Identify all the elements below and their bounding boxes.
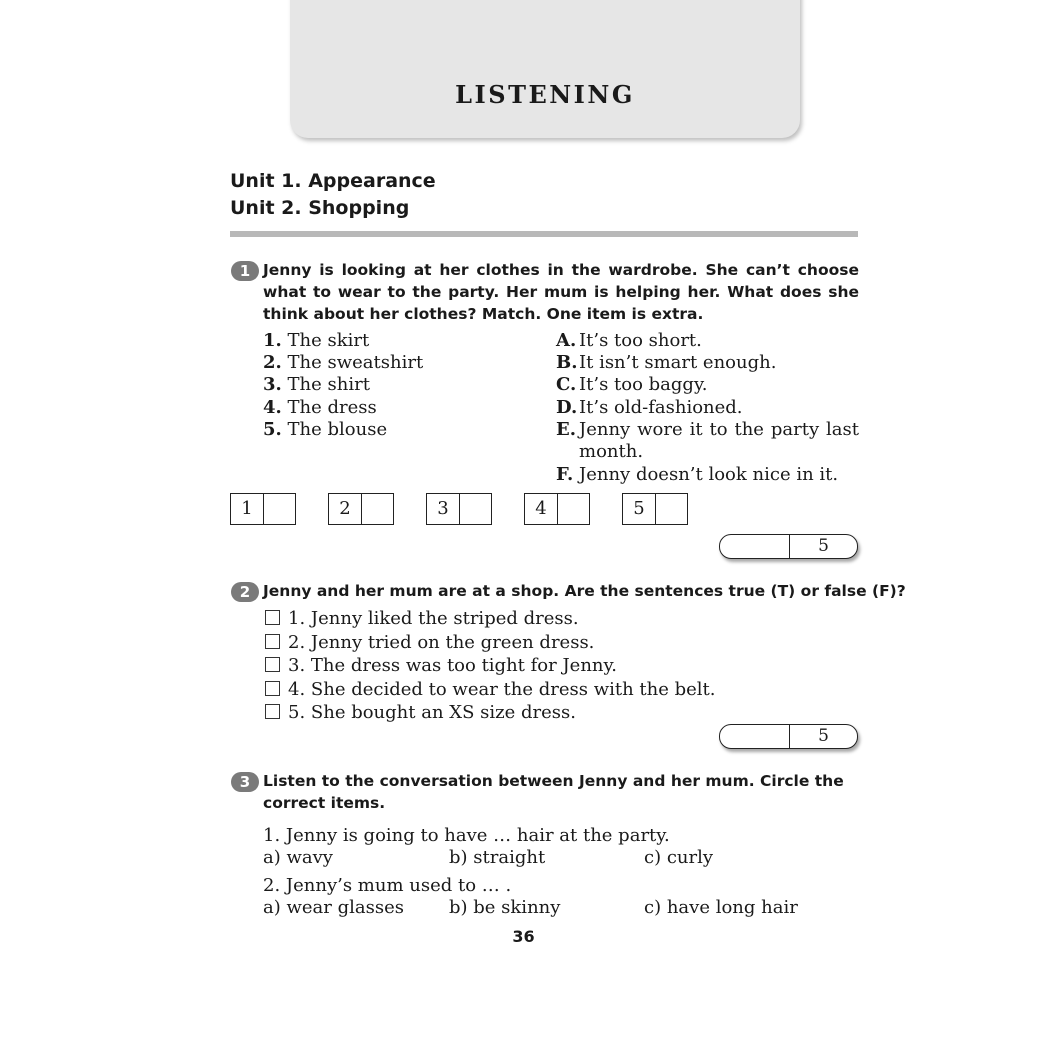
task-2-badge: 2 <box>231 582 259 602</box>
choice-c[interactable]: c) curly <box>644 847 714 868</box>
unit-title-2: Unit 2. Shopping <box>230 197 410 219</box>
choice-b[interactable]: b) straight <box>449 847 546 868</box>
checkbox[interactable] <box>265 681 280 696</box>
answer-box-3[interactable]: 3 <box>426 493 492 525</box>
task-1-badge: 1 <box>231 261 259 281</box>
task-2-instruction: Jenny and her mum are at a shop. Are the sentences true (T) or false (F)? <box>263 582 906 600</box>
answer-box-4[interactable]: 4 <box>524 493 590 525</box>
task-1-instruction: Jenny is looking at her clothes in the wardrobe. She can’t choose what to wear to the party. Her mum is helping her. What does she think about her clothes? Match. One item is extra. <box>263 261 859 323</box>
task-3-instruction: Listen to the conversation between Jenny and her mum. Circle the correct items. <box>263 772 844 812</box>
task-1-option: D.It’s old-fashioned. <box>556 397 743 418</box>
task-1-score-box[interactable]: 5 <box>719 534 858 559</box>
choice-a[interactable]: a) wavy <box>263 847 333 868</box>
section-title: LISTENING <box>455 80 635 109</box>
checkbox[interactable] <box>265 610 280 625</box>
header-tab <box>290 0 800 138</box>
task-1-option: B.It isn’t smart enough. <box>556 352 777 373</box>
task-1-item: 2. The sweatshirt <box>263 352 424 373</box>
choice-b[interactable]: b) be skinny <box>449 897 561 918</box>
task-3-question: 1. Jenny is going to have … hair at the party. <box>263 825 670 846</box>
task-1-option: A. It’s too short. <box>556 330 702 351</box>
unit-title-1: Unit 1. Appearance <box>230 170 436 192</box>
task-3-question: 2. Jenny’s mum used to … . <box>263 875 512 896</box>
task-1-item: 3. The shirt <box>263 374 370 395</box>
task-2-score-box[interactable]: 5 <box>719 724 858 749</box>
choice-c[interactable]: c) have long hair <box>644 897 798 918</box>
page-number: 36 <box>512 927 535 946</box>
task-3-badge: 3 <box>231 772 259 792</box>
answer-box-5[interactable]: 5 <box>622 493 688 525</box>
checkbox[interactable] <box>265 657 280 672</box>
tf-statement: 3. The dress was too tight for Jenny. <box>265 655 617 677</box>
checkbox[interactable] <box>265 634 280 649</box>
task-1-option: C. It’s too baggy. <box>556 374 708 395</box>
task-1-item: 4. The dress <box>263 397 377 418</box>
divider <box>230 231 858 237</box>
tf-statement: 2. Jenny tried on the green dress. <box>265 632 594 654</box>
tf-statement: 4. She decided to wear the dress with the belt. <box>265 679 716 701</box>
task-1-option: E. Jenny wore it to the party last month. <box>556 419 859 462</box>
task-1-item: 5. The blouse <box>263 419 388 440</box>
task-1-option: F. Jenny doesn’t look nice in it. <box>556 464 839 485</box>
answer-box-1[interactable]: 1 <box>230 493 296 525</box>
tf-statement: 1. Jenny liked the striped dress. <box>265 608 579 630</box>
answer-box-2[interactable]: 2 <box>328 493 394 525</box>
checkbox[interactable] <box>265 704 280 719</box>
task-1-item: 1. The skirt <box>263 330 370 351</box>
tf-statement: 5. She bought an XS size dress. <box>265 702 576 724</box>
choice-a[interactable]: a) wear glasses <box>263 897 404 918</box>
